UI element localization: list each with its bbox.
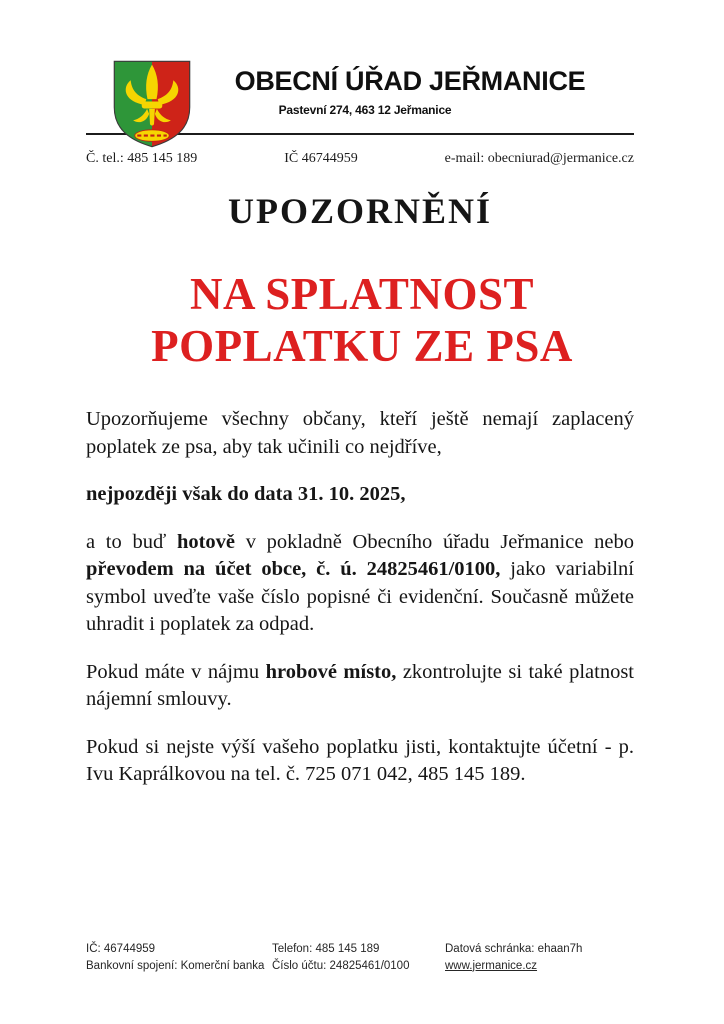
paragraph: Pokud si nejste výší vašeho poplatku jisti, kontaktujte účetní - p. Ivu Kaprálkovou na tel. č. 725 071 042, 485 145 189. (86, 735, 634, 785)
footer-bank: Bankovní spojení: Komerční banka (86, 959, 265, 972)
footer-column-online (445, 941, 642, 974)
header-email: e-mail: obecniurad@jermanice.cz (444, 151, 634, 166)
footer-databox: Datová schránka: ehaan7h (445, 943, 583, 955)
notice-title-line1: NA SPLATNOST (189, 269, 534, 319)
notice-title-line2: POPLATKU ZE PSA (151, 321, 573, 371)
notice-title (36, 268, 688, 372)
footer-ic: IČ: 46744959 (86, 943, 156, 955)
footer-phone: Telefon: 485 145 189 (272, 943, 380, 955)
footer-account: Číslo účtu: 24825461/0100 (272, 959, 410, 972)
footer-website-link[interactable]: www.jermanice.cz (445, 959, 538, 972)
letterhead (186, 66, 634, 117)
organization-address: Pastevní 274, 463 12 Jeřmanice (278, 103, 452, 118)
footer-column-contact (272, 941, 445, 974)
paragraph: a to buď hotově v pokladně Obecního úřadu Jeřmanice nebo převodem na účet obce, č. ú. 24825461/0100, jako variabilní symbol uveďte vaše číslo popisné či evidenční. Současně můžete uhradit i poplatek za odpad. (86, 530, 634, 635)
header-phone: Č. tel.: 485 145 189 (86, 151, 198, 166)
paragraph: nejpozději však do data 31. 10. 2025, (86, 483, 406, 505)
footer-column-registration (86, 941, 272, 974)
paragraph: Upozorňujeme všechny občany, kteří ještě nemají zaplacený poplatek ze psa, aby tak učinili co nejdříve, (86, 408, 634, 458)
body-paragraphs (86, 406, 634, 809)
header-contact-row (86, 151, 634, 167)
header-ic: IČ 46744959 (284, 151, 358, 166)
paragraph: Pokud máte v nájmu hrobové místo, zkontrolujte si také platnost nájemní smlouvy. (86, 660, 634, 710)
footer (86, 941, 642, 974)
notice-heading: UPOZORNĚNÍ (227, 191, 493, 231)
municipal-coat-of-arms-icon (111, 57, 193, 151)
organization-title: OBECNÍ ÚŘAD JEŘMANICE (234, 66, 586, 96)
